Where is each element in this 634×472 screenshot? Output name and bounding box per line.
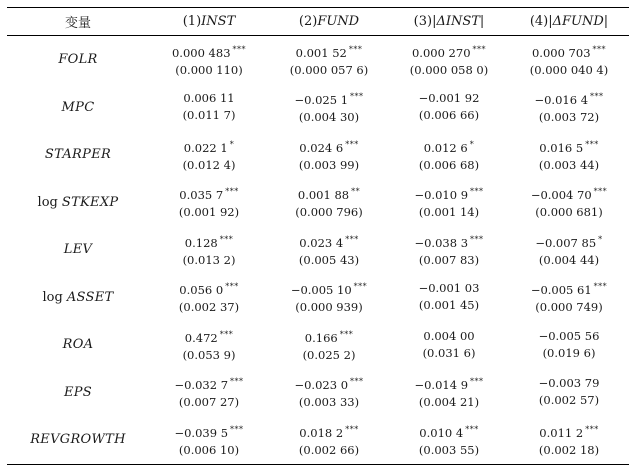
coefficient xyxy=(509,328,629,345)
significance-stars: *** xyxy=(219,234,234,244)
significance-stars: *** xyxy=(592,44,607,54)
significance-stars: *** xyxy=(232,44,247,54)
estimate-cell xyxy=(149,274,269,322)
estimate-cell xyxy=(269,179,389,227)
coefficient xyxy=(509,183,629,204)
estimate-cell xyxy=(149,369,269,417)
estimate-cell xyxy=(389,321,509,369)
coefficient xyxy=(389,328,509,345)
coefficient xyxy=(269,278,389,299)
table-row xyxy=(7,416,629,464)
significance-stars: *** xyxy=(219,329,234,339)
table-row xyxy=(7,131,629,179)
estimate-cell xyxy=(389,36,509,84)
estimate-cell xyxy=(389,226,509,274)
standard-error: (0.000 058 0) xyxy=(409,62,489,77)
standard-error: (0.003 44) xyxy=(538,157,600,172)
coefficient-value: 0.035 7 xyxy=(179,188,224,203)
coefficient-value: 0.000 483 xyxy=(171,45,231,60)
estimate-cell xyxy=(269,36,389,84)
table-row xyxy=(7,226,629,274)
variable-label xyxy=(7,321,149,369)
significance-stars: * xyxy=(598,234,603,244)
coefficient-value: 0.022 1 xyxy=(183,140,228,155)
standard-error: (0.025 2) xyxy=(302,347,356,362)
coefficient xyxy=(269,88,389,109)
significance-stars: *** xyxy=(350,92,364,102)
coefficient-value: −0.023 0 xyxy=(294,378,349,393)
estimate-cell xyxy=(509,321,629,369)
column-label: |ΔINST| xyxy=(432,14,485,29)
coefficient-value: −0.010 9 xyxy=(414,188,469,203)
variable-column-header: 变量 xyxy=(64,16,91,31)
coefficient-value: 0.166 xyxy=(304,330,338,345)
significance-stars: *** xyxy=(225,187,239,197)
coefficient-value: 0.011 2 xyxy=(539,425,584,440)
significance-stars: *** xyxy=(353,282,368,292)
estimate-cell xyxy=(389,274,509,322)
estimate-cell xyxy=(389,179,509,227)
estimate-cell xyxy=(149,84,269,132)
standard-error: (0.011 7) xyxy=(182,108,236,123)
significance-stars: ** xyxy=(351,187,361,197)
standard-error: (0.001 45) xyxy=(418,298,480,313)
significance-stars: *** xyxy=(339,329,354,339)
standard-error: (0.003 99) xyxy=(298,157,360,172)
coefficient xyxy=(389,280,509,297)
variable-name: MPC xyxy=(61,99,95,115)
coefficient xyxy=(509,231,629,252)
variable-name: STKEXP xyxy=(61,194,119,210)
estimate-cell xyxy=(149,131,269,179)
regression-table xyxy=(7,7,629,465)
table-row xyxy=(7,369,629,417)
column-header-4 xyxy=(509,8,629,36)
estimate-cell xyxy=(269,84,389,132)
significance-stars: *** xyxy=(345,234,359,244)
column-label: INST xyxy=(201,14,236,29)
significance-stars: *** xyxy=(230,424,244,434)
variable-name: ASSET xyxy=(66,289,114,305)
significance-stars: *** xyxy=(470,234,484,244)
coefficient-value: −0.005 10 xyxy=(290,283,352,298)
coefficient xyxy=(149,183,269,204)
estimate-cell xyxy=(509,369,629,417)
coefficient xyxy=(509,421,629,442)
coefficient-value: 0.001 52 xyxy=(295,45,347,60)
coefficient xyxy=(509,41,629,62)
estimate-cell xyxy=(269,321,389,369)
column-number: (2) xyxy=(298,14,318,29)
significance-stars: *** xyxy=(585,139,599,149)
coefficient-value: −0.003 79 xyxy=(538,376,600,391)
coefficient-value: −0.039 5 xyxy=(174,425,229,440)
coefficient-value: 0.128 xyxy=(184,235,218,250)
variable-name: REVGROWTH xyxy=(30,432,126,448)
coefficient xyxy=(149,421,269,442)
standard-error: (0.000 749) xyxy=(535,300,603,315)
estimate-cell xyxy=(149,179,269,227)
estimate-cell xyxy=(269,226,389,274)
standard-error: (0.000 796) xyxy=(295,205,363,220)
variable-label xyxy=(7,131,149,179)
coefficient xyxy=(389,373,509,394)
coefficient-value: 0.010 4 xyxy=(419,425,464,440)
coefficient xyxy=(389,90,509,107)
variable-label xyxy=(7,179,149,227)
standard-error: (0.019 6) xyxy=(542,345,596,360)
coefficient xyxy=(149,136,269,157)
coefficient xyxy=(389,421,509,442)
standard-error: (0.001 92) xyxy=(178,205,240,220)
variable-label xyxy=(7,274,149,322)
coefficient-value: −0.014 9 xyxy=(414,378,469,393)
table-body xyxy=(7,36,629,465)
estimate-cell xyxy=(149,226,269,274)
standard-error: (0.005 43) xyxy=(298,252,360,267)
standard-error: (0.002 18) xyxy=(538,442,600,457)
coefficient-value: 0.024 6 xyxy=(299,140,344,155)
variable-name: ROA xyxy=(62,337,94,353)
coefficient xyxy=(269,231,389,252)
standard-error: (0.000 681) xyxy=(535,205,603,220)
variable-prefix: log xyxy=(42,289,63,305)
estimate-cell xyxy=(509,416,629,464)
significance-stars: * xyxy=(469,139,475,149)
coefficient xyxy=(269,373,389,394)
estimate-cell xyxy=(509,36,629,84)
standard-error: (0.000 939) xyxy=(295,300,363,315)
significance-stars: *** xyxy=(590,92,604,102)
coefficient xyxy=(269,421,389,442)
standard-error: (0.006 66) xyxy=(418,108,480,123)
variable-label xyxy=(7,84,149,132)
coefficient-value: −0.025 1 xyxy=(294,93,349,108)
coefficient-value: −0.001 92 xyxy=(418,91,480,106)
variable-name: STARPER xyxy=(44,147,112,163)
variable-label xyxy=(7,226,149,274)
coefficient-value: −0.005 56 xyxy=(538,328,600,343)
coefficient xyxy=(149,90,269,107)
coefficient-value: −0.007 85 xyxy=(535,235,597,250)
column-label: FUND xyxy=(317,14,360,29)
estimate-cell xyxy=(509,226,629,274)
estimate-cell xyxy=(269,416,389,464)
coefficient-value: −0.001 03 xyxy=(418,281,480,296)
estimate-cell xyxy=(509,131,629,179)
estimate-cell xyxy=(269,369,389,417)
estimate-cell xyxy=(389,416,509,464)
variable-name: LEV xyxy=(63,242,93,258)
estimate-cell xyxy=(389,131,509,179)
coefficient xyxy=(389,41,509,62)
estimate-cell xyxy=(509,84,629,132)
coefficient-value: 0.012 6 xyxy=(423,140,468,155)
estimate-cell xyxy=(269,274,389,322)
standard-error: (0.006 68) xyxy=(418,157,480,172)
coefficient xyxy=(149,41,269,62)
standard-error: (0.004 21) xyxy=(418,395,480,410)
coefficient-value: −0.004 70 xyxy=(530,188,592,203)
estimate-cell xyxy=(149,36,269,84)
coefficient-value: −0.016 4 xyxy=(534,93,589,108)
standard-error: (0.000 057 6) xyxy=(289,62,369,77)
variable-name: EPS xyxy=(63,384,93,400)
coefficient-value: 0.006 11 xyxy=(183,91,235,106)
standard-error: (0.004 30) xyxy=(298,110,360,125)
significance-stars: *** xyxy=(472,44,487,54)
significance-stars: *** xyxy=(230,377,244,387)
header-row xyxy=(7,8,629,36)
coefficient xyxy=(389,183,509,204)
column-header-2 xyxy=(269,8,389,36)
coefficient-value: 0.472 xyxy=(184,330,218,345)
estimate-cell xyxy=(149,321,269,369)
standard-error: (0.007 83) xyxy=(418,252,480,267)
standard-error: (0.007 27) xyxy=(178,395,240,410)
standard-error: (0.003 33) xyxy=(298,395,360,410)
variable-label xyxy=(7,36,149,84)
standard-error: (0.006 10) xyxy=(178,442,240,457)
table-row xyxy=(7,84,629,132)
coefficient-value: 0.000 703 xyxy=(531,45,591,60)
standard-error: (0.003 55) xyxy=(418,442,480,457)
estimate-cell xyxy=(389,84,509,132)
coefficient xyxy=(509,278,629,299)
coefficient xyxy=(389,231,509,252)
significance-stars: *** xyxy=(350,377,364,387)
standard-error: (0.002 66) xyxy=(298,442,360,457)
significance-stars: *** xyxy=(585,424,599,434)
coefficient xyxy=(389,136,509,157)
standard-error: (0.012 4) xyxy=(182,157,236,172)
coefficient-value: 0.000 270 xyxy=(411,45,471,60)
table-row xyxy=(7,274,629,322)
estimate-cell xyxy=(509,179,629,227)
coefficient xyxy=(269,136,389,157)
column-number: (3) xyxy=(413,14,433,29)
significance-stars: *** xyxy=(348,44,363,54)
variable-label xyxy=(7,416,149,464)
coefficient-value: 0.001 88 xyxy=(297,188,350,203)
column-header-1 xyxy=(149,8,269,36)
significance-stars: *** xyxy=(470,187,484,197)
significance-stars: *** xyxy=(465,424,479,434)
standard-error: (0.000 040 4) xyxy=(529,62,609,77)
coefficient-value: −0.005 61 xyxy=(530,283,592,298)
coefficient xyxy=(269,41,389,62)
standard-error: (0.003 72) xyxy=(538,110,600,125)
table-row xyxy=(7,36,629,84)
significance-stars: *** xyxy=(345,139,359,149)
estimate-cell xyxy=(389,369,509,417)
coefficient xyxy=(149,278,269,299)
coefficient xyxy=(509,88,629,109)
standard-error: (0.031 6) xyxy=(422,345,476,360)
estimate-cell xyxy=(509,274,629,322)
table-row xyxy=(7,321,629,369)
significance-stars: *** xyxy=(470,377,484,387)
coefficient-value: 0.004 00 xyxy=(423,328,475,343)
standard-error: (0.013 2) xyxy=(182,252,236,267)
regression-table-container xyxy=(7,7,629,465)
estimate-cell xyxy=(149,416,269,464)
coefficient-value: −0.038 3 xyxy=(414,235,469,250)
coefficient-value: 0.018 2 xyxy=(299,425,344,440)
coefficient xyxy=(269,326,389,347)
table-row xyxy=(7,179,629,227)
coefficient xyxy=(509,136,629,157)
coefficient-value: 0.016 5 xyxy=(539,140,584,155)
standard-error: (0.000 110) xyxy=(175,62,243,77)
variable-label xyxy=(7,369,149,417)
coefficient xyxy=(509,375,629,392)
standard-error: (0.001 14) xyxy=(418,205,480,220)
column-number: (1) xyxy=(182,14,202,29)
variable-prefix: log xyxy=(37,194,58,210)
coefficient-value: 0.056 0 xyxy=(179,283,224,298)
coefficient xyxy=(149,326,269,347)
significance-stars: *** xyxy=(593,282,608,292)
standard-error: (0.053 9) xyxy=(182,347,236,362)
significance-stars: *** xyxy=(593,187,608,197)
coefficient xyxy=(269,183,389,204)
standard-error: (0.002 57) xyxy=(538,393,600,408)
estimate-cell xyxy=(269,131,389,179)
standard-error: (0.004 44) xyxy=(538,252,600,267)
column-label: |ΔFUND| xyxy=(548,14,609,29)
coefficient xyxy=(149,231,269,252)
standard-error: (0.002 37) xyxy=(178,300,240,315)
column-number: (4) xyxy=(529,14,549,29)
coefficient xyxy=(149,373,269,394)
significance-stars: * xyxy=(229,139,235,149)
column-header-3 xyxy=(389,8,509,36)
significance-stars: *** xyxy=(345,424,359,434)
significance-stars: *** xyxy=(225,282,239,292)
coefficient-value: 0.023 4 xyxy=(299,235,344,250)
variable-name: FOLR xyxy=(58,52,98,68)
coefficient-value: −0.032 7 xyxy=(174,378,229,393)
